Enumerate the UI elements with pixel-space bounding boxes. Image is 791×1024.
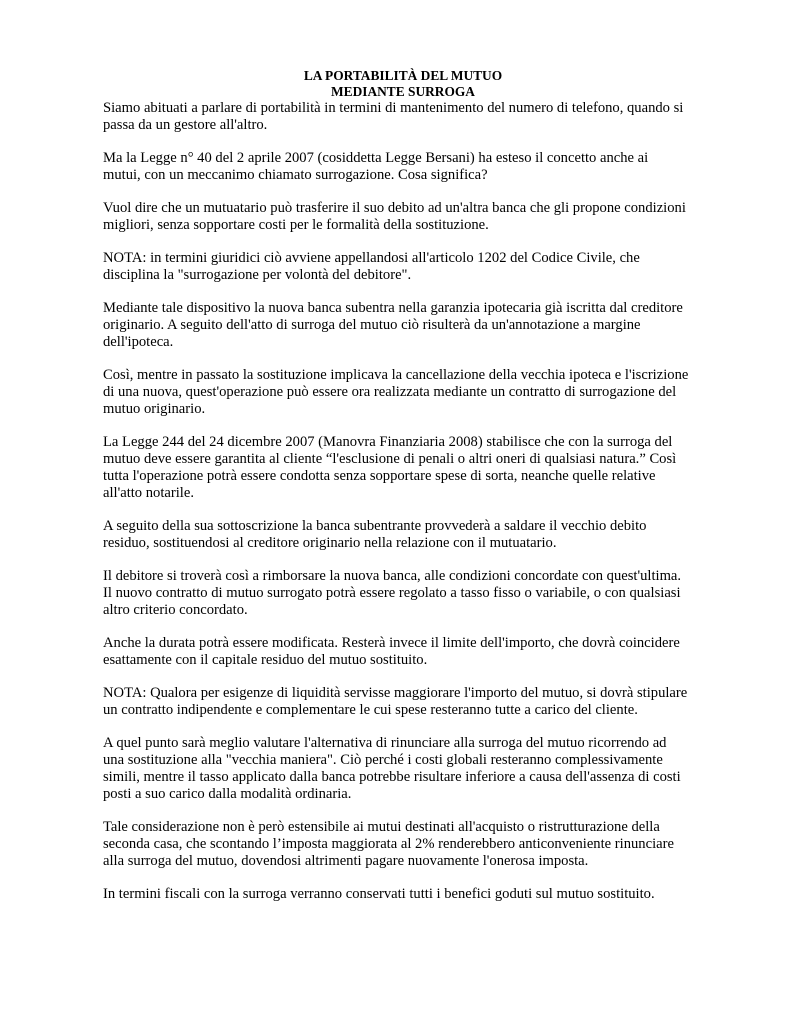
- paragraph-line: esattamente con il capitale residuo del mutuo sostituito.: [103, 652, 428, 668]
- paragraph-line: originario. A seguito dell'atto di surroga del mutuo ciò risulterà da un'annotazione a margine: [103, 317, 641, 333]
- paragraph-line: NOTA: Qualora per esigenze di liquidità servisse maggiorare l'importo del mutuo, si dovrà stipulare: [103, 685, 688, 701]
- title-line-1: LA PORTABILITÀ DEL MUTUO: [303, 68, 503, 83]
- paragraph: [103, 300, 703, 351]
- paragraph-line: dell'ipoteca.: [103, 334, 174, 350]
- paragraph: [103, 367, 703, 418]
- paragraph-line: A seguito della sua sottoscrizione la banca subentrante provvederà a saldare il vecchio debito: [103, 518, 647, 534]
- paragraph: [103, 250, 703, 284]
- document-title: [103, 68, 703, 99]
- paragraph: [103, 635, 703, 669]
- paragraph-line: all'atto notarile.: [103, 485, 194, 501]
- paragraph-line: residuo, sostituendosi al creditore originario nella relazione con il mutuatario.: [103, 535, 557, 551]
- paragraph-line: mutuo originario.: [103, 401, 206, 417]
- paragraph-line: Siamo abituati a parlare di portabilità in termini di mantenimento del numero di telefono, quando si: [103, 100, 684, 116]
- paragraph: [103, 685, 703, 719]
- paragraph-list: [103, 100, 703, 903]
- paragraph-line: un contratto indipendente e complementare le cui spese resteranno tutte a carico del cliente.: [103, 702, 638, 718]
- document-body: [103, 68, 703, 919]
- paragraph-line: La Legge 244 del 24 dicembre 2007 (Manovra Finanziaria 2008) stabilisce che con la surroga del: [103, 434, 673, 450]
- paragraph-line: A quel punto sarà meglio valutare l'alternativa di rinunciare alla surroga del mutuo ricorrendo ad: [103, 735, 667, 751]
- paragraph: [103, 434, 703, 502]
- paragraph: [103, 100, 703, 134]
- paragraph-line: mutuo deve essere garantita al cliente “l'esclusione di penali o altri oneri di qualsiasi natura.” Così: [103, 451, 677, 467]
- paragraph-line: seconda casa, che scontando l’imposta maggiorata al 2% renderebbero anticonveniente rinunciare: [103, 836, 674, 852]
- paragraph-line: Il nuovo contratto di mutuo surrogato potrà essere regolato a tasso fisso o variabile, o con qualsiasi: [103, 585, 681, 601]
- paragraph-line: simili, mentre il tasso applicato dalla banca potrebbe risultare inferiore a causa dell'assenza di costi: [103, 769, 681, 785]
- paragraph-line: NOTA: in termini giuridici ciò avviene appellandosi all'articolo 1202 del Codice Civile, che: [103, 250, 640, 266]
- paragraph: [103, 200, 703, 234]
- paragraph-line: tutta l'operazione potrà essere condotta senza sopportare spese di sorta, neanche quelle relative: [103, 468, 656, 484]
- paragraph: [103, 735, 703, 803]
- paragraph: [103, 886, 703, 903]
- paragraph-line: Così, mentre in passato la sostituzione implicava la cancellazione della vecchia ipoteca e l'iscrizione: [103, 367, 689, 383]
- paragraph-line: In termini fiscali con la surroga verranno conservati tutti i benefici goduti sul mutuo sostituito.: [103, 886, 655, 902]
- paragraph-line: Ma la Legge n° 40 del 2 aprile 2007 (cosiddetta Legge Bersani) ha esteso il concetto anche ai: [103, 150, 649, 166]
- paragraph-line: di una nuova, quest'operazione può essere ora realizzata mediante un contratto di surrogazione del: [103, 384, 677, 400]
- paragraph-line: passa da un gestore all'altro.: [103, 117, 268, 133]
- paragraph-line: altro criterio concordato.: [103, 602, 248, 618]
- paragraph-line: disciplina la "surrogazione per volontà del debitore".: [103, 267, 412, 283]
- paragraph-line: Mediante tale dispositivo la nuova banca subentra nella garanzia ipotecaria già iscritta dal creditore: [103, 300, 683, 316]
- paragraph-line: una sostituzione alla "vecchia maniera". Ciò perché i costi globali resteranno complessivamente: [103, 752, 663, 768]
- paragraph-line: posti a suo carico dalla modalità ordinaria.: [103, 786, 352, 802]
- paragraph-line: alla surroga del mutuo, dovendosi altrimenti pagare nuovamente l'onerosa imposta.: [103, 853, 589, 869]
- paragraph: [103, 568, 703, 619]
- paragraph-line: Anche la durata potrà essere modificata. Resterà invece il limite dell'importo, che dovrà coincidere: [103, 635, 680, 651]
- paragraph-line: mutui, con un meccanimo chiamato surrogazione. Cosa significa?: [103, 167, 488, 183]
- paragraph: [103, 150, 703, 184]
- paragraph-line: Tale considerazione non è però estensibile ai mutui destinati all'acquisto o ristrutturazione della: [103, 819, 660, 835]
- paragraph-line: migliori, senza sopportare costi per le formalità della sostituzione.: [103, 217, 489, 233]
- title-line-2: MEDIANTE SURROGA: [331, 83, 475, 99]
- paragraph-line: Vuol dire che un mutuatario può trasferire il suo debito ad un'altra banca che gli propone condizioni: [103, 200, 686, 216]
- paragraph: [103, 819, 703, 870]
- paragraph: [103, 518, 703, 552]
- paragraph-line: Il debitore si troverà così a rimborsare la nuova banca, alle condizioni concordate con quest'ultima.: [103, 568, 682, 584]
